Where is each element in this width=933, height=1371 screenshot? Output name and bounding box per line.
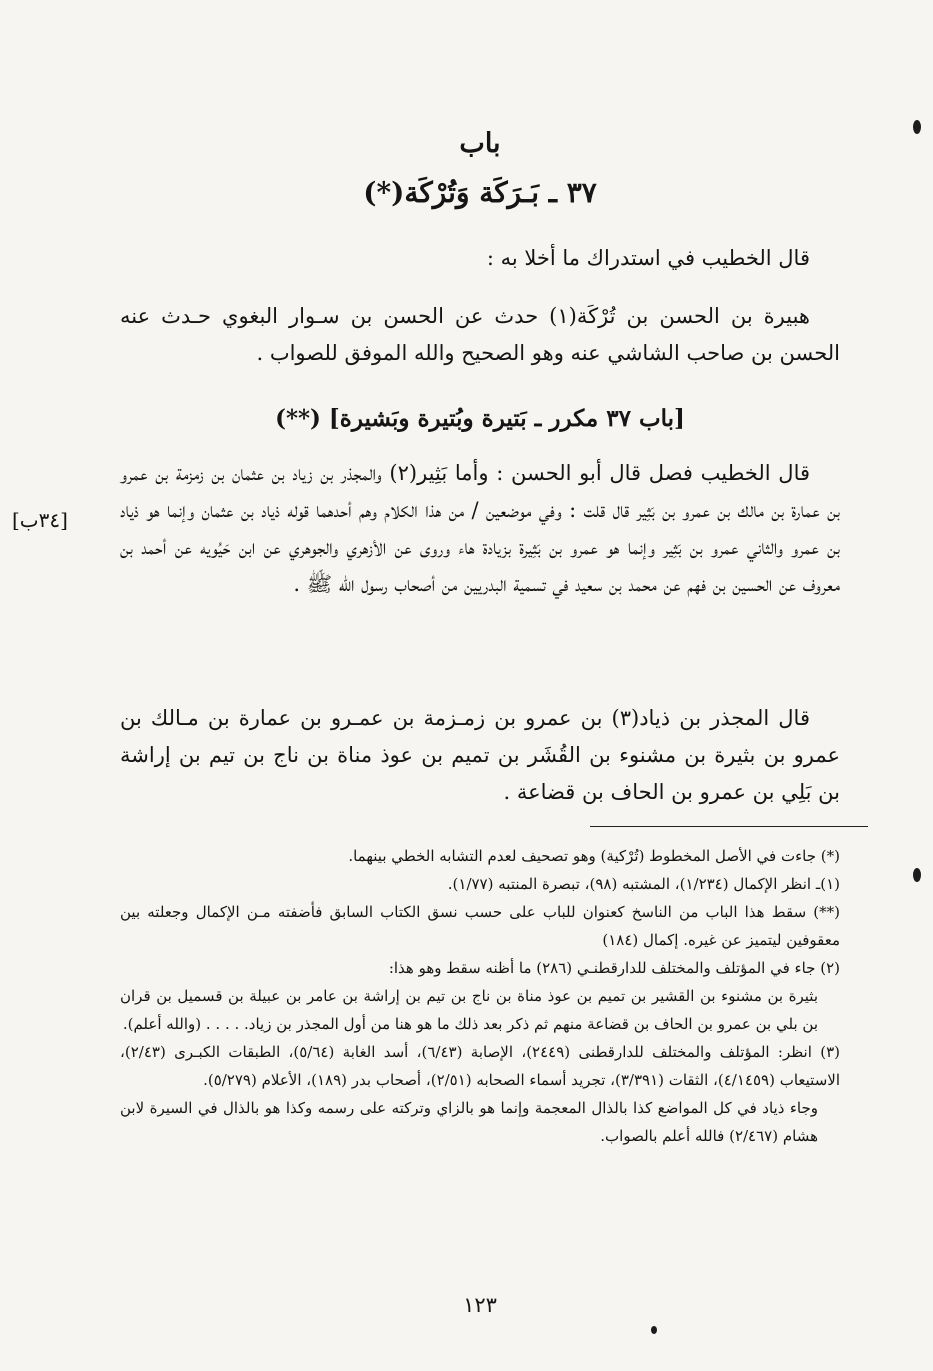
folio-marker: [٣٤ب] [12, 508, 68, 532]
footnote-separator [590, 826, 868, 827]
chapter-title: ٣٧ ـ بَـرَكَة وَتُرْكَة(*) [363, 176, 597, 209]
footnote-1: (١)ـ انظر الإكمال (١/٢٣٤)، المشتبه (٩٨)، تبصرة المنتبه (١/٧٧). [447, 875, 840, 893]
scan-mark [913, 868, 921, 882]
footnote-3-note: وجاء ذياد في كل المواضع كذا بالذال المعجمة وإنما هو بالزاي وتركته على رسمه وكذا هو بالذال في السيرة لابن هشام (٢/٤٦٧) فالله أعلم بالصواب. [120, 1099, 818, 1145]
page-number: ١٢٣ [463, 1293, 497, 1317]
footnotes [120, 842, 840, 1150]
section2-paragraph2: قال المجذر بن ذياد(٣) بن عمرو بن زمـزمة بن عمـرو بن عمارة بن مـالك بن عمرو بن بثيرة بن مشنوء بن القُشَر بن تميم بن عوذ مناة بن ناج بن تيم بن إراشة بن بَلِي بن عمرو بن الحاف بن قضاعة . [120, 706, 840, 804]
section1-intro [120, 240, 840, 277]
footnote-double-star: (**) سقط هذا الباب من الناسخ كعنوان للباب على حسب نسق الكتاب السابق فأضفته مـن الإكمال وجعلته بين معقوفين ليتميز عن غيره. إكمال (١٨٤) [120, 903, 840, 949]
scan-mark [913, 120, 921, 134]
section2-body [120, 455, 840, 603]
footnote-2-quote: بثيرة بن مشنوء بن القشير بن تميم بن عوذ مناة بن ناج بن تيم بن إراشة بن عامر بن عبيلة بن قسميل بن قران بن بلي بن عمرو بن الحاف بن قضاعة منهم ثم ذكر بعد ذلك ما هو هنا من أول المجذر بن زياد. . . . . (والله أعلم). [120, 987, 818, 1033]
section2-body-2 [120, 700, 840, 811]
intro-text: قال الخطيب في استدراك ما أخلا به : [486, 246, 810, 270]
bab-heading: باب [459, 128, 501, 159]
footnote-2: (٢) جاء في المؤتلف والمختلف للدارقطنـي (٢٨٦) ما أظنه سقط وهو هذا: [388, 959, 840, 977]
footnote-3: (٣) انظر: المؤتلف والمختلف للدارقطنى (٢٤٤٩)، الإصابة (٦/٤٣)، أسد الغابة (٥/٦٤)، الطبقات الكبـرى (٢/٤٣)، الاستيعاب (٤/١٤٥٩)، الثقات (٣/٣٩١)، تجريد أسماء الصحابه (٢/٥١)، أصحاب بدر (١٨٩)، الأعلام (٥/٢٧٩). [120, 1043, 840, 1089]
section2-paragraph1: قال الخطيب فصل قال أبو الحسن : وأما بَثِير(٢) والمجذر بن زياد بن عثمان بن زمزمة بن عمرو بن عمارة بن مالك بن عمرو بن بَثِير قال قلت : وفي موضعين / من هذا الكلام وهم أحدهما قوله ذياد بن عثمان وإنما هو ذياد بن عمرو والثاني عمرو بن بَثِير وإنما هو عمرو بن بَثِيرة بزيادة هاء وروى عن الأزهري والجوهري عن ابن حَيُويه عن أحمد بن معروف عن الحسين بن فهم عن محمد بن سعيد في تسمية البدريين من أصحاب رسول الله ﷺ . [120, 461, 840, 596]
scan-mark [651, 1326, 657, 1334]
section2-title: [باب ٣٧ مكرر ـ بَتيرة وبُتيرة وبَشيرة] (**) [275, 405, 685, 432]
section1-paragraph: هبيرة بن الحسن بن تُرْكَة(١) حدث عن الحسن بن سـوار البغوي حـدث عنه الحسن بن صاحب الشاشي عنه وهو الصحيح والله الموفق للصواب . [120, 304, 840, 365]
section1-body [120, 298, 840, 372]
footnote-star: (*) جاءت في الأصل المخطوط (تُرْكية) وهو تصحيف لعدم التشابه الخطي بينهما. [348, 847, 840, 865]
